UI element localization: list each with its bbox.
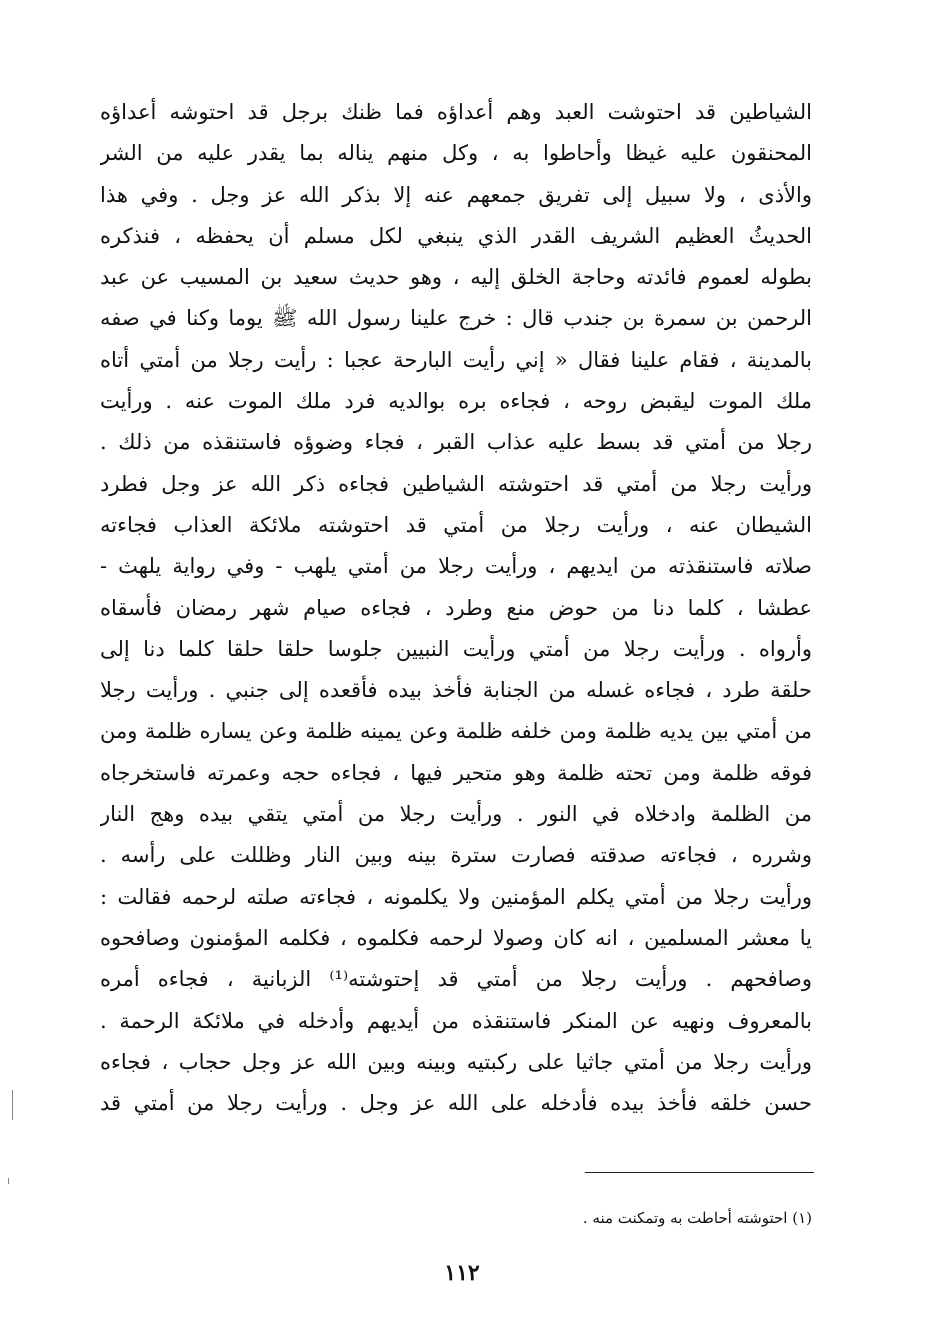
text-line: بالمعروف ونهيه عن المنكر فاستنقذه من أيديهم وأدخله في ملائكة الرحمة . xyxy=(100,1008,812,1033)
text-line: يا معشر المسلمين ، انه كان وصولا لرحمه فكلموه ، فكلمه المؤمنون وصافحوه xyxy=(100,925,812,950)
scan-margin-mark xyxy=(12,1090,13,1120)
text-line: رجلا من أمتي قد بسط عليه عذاب القبر ، فجاء وضوؤه فاستنقذه من ذلك . xyxy=(100,430,812,455)
text-line: وصافحهم . ورأيت رجلا من أمتي قد إحتوشته⁽¹⁾ الزبانية ، فجاءه أمره xyxy=(100,967,812,992)
text-line: الشيطان عنه ، ورأيت رجلا من أمتي قد احتوشته ملائكة العذاب فجاءته xyxy=(100,512,812,537)
text-line: بالمدينة ، فقام علينا فقال « إني رأيت البارحة عجبا : رأيت رجلا من أمتي أتاه xyxy=(100,347,812,372)
scan-margin-mark xyxy=(8,1178,9,1184)
text-line: المحنقون عليه غيظا وأحاطوا به ، وكل منهم يناله بما يقدر عليه من الشر xyxy=(100,141,812,166)
text-line: من أمتي بين يديه ظلمة ومن خلفه ظلمة وعن يمينه ظلمة وعن يساره ظلمة ومن xyxy=(100,719,812,744)
text-line: ورأيت رجلا من أمتي جاثيا على ركبتيه وبينه وبين الله عز وجل حجاب ، فجاءه xyxy=(100,1049,812,1074)
text-line: والأذى ، ولا سبيل إلى تفريق جمعهم عنه إلا بذكر الله عز وجل . وفي هذا xyxy=(100,182,812,207)
text-line: حسن خلقه فأخذ بيده فأدخله على الله عز وجل . ورأيت رجلا من أمتي قد xyxy=(100,1091,812,1116)
text-line: عطشا ، كلما دنا من حوض منع وطرد ، فجاءه صيام شهر رمضان فأسقاه xyxy=(100,595,812,620)
text-line: ورأيت رجلا من أمتي قد احتوشته الشياطين فجاءه ذكر الله عز وجل فطرد xyxy=(100,471,812,496)
footnote: (١) احتوشته أحاطت به وتمكنت منه . xyxy=(582,1209,812,1227)
text-line: بطوله لعموم فائدته وحاجة الخلق إليه ، وهو حديث سعيد بن المسيب عن عبد xyxy=(100,265,812,290)
page-number: ١١٢ xyxy=(444,1260,480,1286)
footnote-divider xyxy=(585,1172,814,1173)
text-line: وأرواه . ورأيت رجلا من أمتي ورأيت النبيين جلوسا حلقا حلقا كلما دنا إلى xyxy=(100,636,812,661)
text-line: وشرره ، فجاءته صدقته فصارت سترة بينه وبين النار وظللت على رأسه . xyxy=(100,843,812,868)
body-text xyxy=(100,92,812,1124)
text-line: من الظلمة وادخلاه في النور . ورأيت رجلا من أمتي يتقي بيده وهج النار xyxy=(100,802,812,827)
text-line: صلاته فاستنقذته من ايديهم ، ورأيت رجلا من أمتي يلهب - وفي رواية يلهث - xyxy=(100,554,812,579)
text-line: الشياطين قد احتوشت العبد وهم أعداؤه فما ظنك برجل قد احتوشه أعداؤه xyxy=(100,100,812,124)
text-line: الرحمن بن سمرة بن جندب قال : خرج علينا رسول الله ﷺ يوما وكنا في صفه xyxy=(100,306,812,331)
text-line: حلقة طرد ، فجاءه غسله من الجنابة فأخذ بيده فأقعده إلى جنبي . ورأيت رجلا xyxy=(100,678,812,703)
text-line: ملك الموت ليقبض روحه ، فجاءه بره بوالديه فرد ملك الموت عنه . ورأيت xyxy=(100,389,812,414)
text-line: الحديثُ العظيم الشريف القدر الذي ينبغي لكل مسلم أن يحفظه ، فنذكره xyxy=(100,223,812,248)
text-line: ورأيت رجلا من أمتي يكلم المؤمنين ولا يكلمونه ، فجاءته صلته لرحمه فقالت : xyxy=(100,884,812,909)
text-line: فوقه ظلمة ومن تحته ظلمة وهو متحير فيها ، فجاءه حجه وعمرته فاستخرجاه xyxy=(100,760,812,785)
